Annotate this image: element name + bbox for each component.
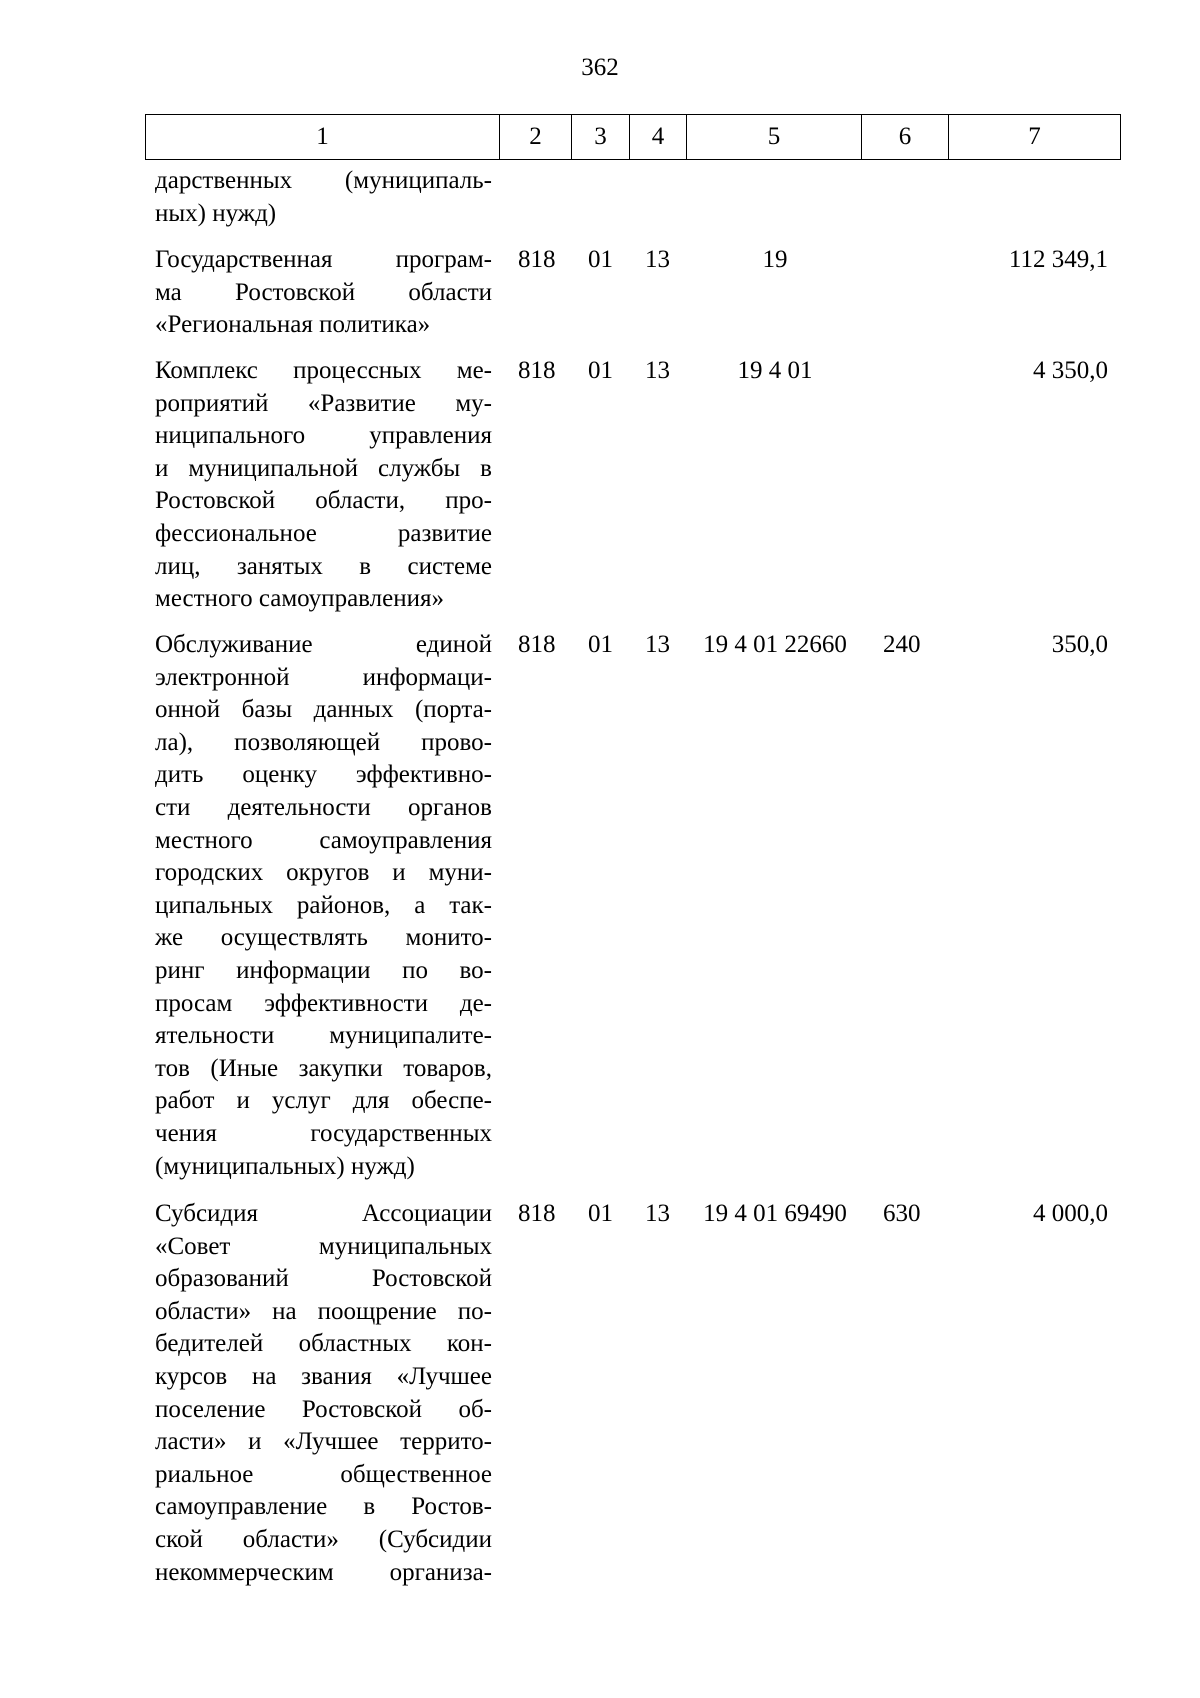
description-line: и муниципальной службы в xyxy=(155,454,492,482)
cell-ministry: 818 xyxy=(518,1200,556,1227)
description-line: же осуществлять монито- xyxy=(155,924,492,952)
cell-expense-type: 240 xyxy=(883,631,921,658)
description-line: Обслуживание единой xyxy=(155,631,492,658)
cell-subsection: 13 xyxy=(645,357,670,384)
description-line: области» на поощрение по- xyxy=(155,1297,492,1325)
cell-amount: 4 350,0 xyxy=(1033,357,1108,384)
row-description xyxy=(155,629,492,1183)
description-line: роприятий «Развитие му- xyxy=(155,389,492,417)
row-description xyxy=(155,165,492,230)
cell-target-item: 19 4 01 69490 xyxy=(703,1200,847,1227)
description-line: (муниципальных) нужд) xyxy=(155,1152,415,1180)
description-line: ниципального управления xyxy=(155,422,492,450)
description-line: лиц, занятых в системе xyxy=(155,552,492,580)
description-line: дарственных (муниципаль- xyxy=(155,167,492,194)
description-line: «Совет муниципальных xyxy=(155,1232,492,1260)
header-col-6: 6 xyxy=(862,115,949,160)
cell-section: 01 xyxy=(588,357,613,384)
header-col-3: 3 xyxy=(572,115,630,160)
description-line: фессиональное развитие xyxy=(155,519,492,547)
description-line: ской области» (Субсидии xyxy=(155,1525,492,1553)
header-col-5: 5 xyxy=(687,115,862,160)
description-line: Государственная програм- xyxy=(155,246,492,273)
row-description xyxy=(155,1198,492,1589)
description-line: поселение Ростовской об- xyxy=(155,1395,492,1423)
description-line: дить оценку эффективно- xyxy=(155,761,492,789)
description-line: ятельности муниципалите- xyxy=(155,1022,492,1050)
cell-section: 01 xyxy=(588,631,613,658)
cell-subsection: 13 xyxy=(645,631,670,658)
description-line: местного самоуправления xyxy=(155,826,492,854)
description-line: ласти» и «Лучшее террито- xyxy=(155,1428,492,1456)
description-line: онной базы данных (порта- xyxy=(155,696,492,724)
description-line: Комплекс процессных ме- xyxy=(155,357,492,384)
cell-expense-type: 630 xyxy=(883,1200,921,1227)
cell-amount: 350,0 xyxy=(1051,631,1108,658)
description-line: риальное общественное xyxy=(155,1460,492,1488)
header-col-7: 7 xyxy=(949,115,1121,160)
cell-target-item: 19 4 01 xyxy=(737,357,813,384)
description-line: бедителей областных кон- xyxy=(155,1330,492,1358)
description-line: работ и услуг для обеспе- xyxy=(155,1087,492,1115)
description-line: тов (Иные закупки товаров, xyxy=(155,1054,492,1082)
cell-subsection: 13 xyxy=(645,1200,670,1227)
description-line: Субсидия Ассоциации xyxy=(155,1200,492,1227)
header-col-4: 4 xyxy=(630,115,687,160)
description-line: просам эффективности де- xyxy=(155,989,492,1017)
header-col-2: 2 xyxy=(500,115,572,160)
description-line: «Региональная политика» xyxy=(155,311,431,339)
cell-section: 01 xyxy=(588,1200,613,1227)
description-line: ма Ростовской области xyxy=(155,278,492,306)
cell-target-item: 19 4 01 22660 xyxy=(703,631,847,658)
cell-amount: 4 000,0 xyxy=(1033,1200,1108,1227)
description-line: некоммерческим организа- xyxy=(155,1558,492,1586)
cell-ministry: 818 xyxy=(518,631,556,658)
table-header xyxy=(145,114,1121,160)
cell-ministry: 818 xyxy=(518,357,556,384)
description-line: сти деятельности органов xyxy=(155,793,492,821)
page-number: 362 xyxy=(581,54,619,81)
cell-amount: 112 349,1 xyxy=(1008,246,1108,273)
cell-ministry: 818 xyxy=(518,246,556,273)
description-line: городских округов и муни- xyxy=(155,859,492,887)
description-line: ных) нужд) xyxy=(155,199,277,227)
cell-target-item: 19 xyxy=(762,246,788,273)
row-description xyxy=(155,355,492,616)
description-line: ципальных районов, а так- xyxy=(155,891,492,919)
description-line: электронной информаци- xyxy=(155,663,492,691)
description-line: ринг информации по во- xyxy=(155,956,492,984)
description-line: образований Ростовской xyxy=(155,1265,492,1293)
description-line: Ростовской области, про- xyxy=(155,487,492,515)
cell-subsection: 13 xyxy=(645,246,670,273)
description-line: чения государственных xyxy=(155,1119,492,1147)
row-description xyxy=(155,244,492,342)
cell-section: 01 xyxy=(588,246,613,273)
description-line: местного самоуправления» xyxy=(155,585,444,613)
description-line: курсов на звания «Лучшее xyxy=(155,1362,492,1390)
header-col-1: 1 xyxy=(146,115,500,160)
description-line: самоуправление в Ростов- xyxy=(155,1493,492,1521)
description-line: ла), позволяющей прово- xyxy=(155,728,492,756)
